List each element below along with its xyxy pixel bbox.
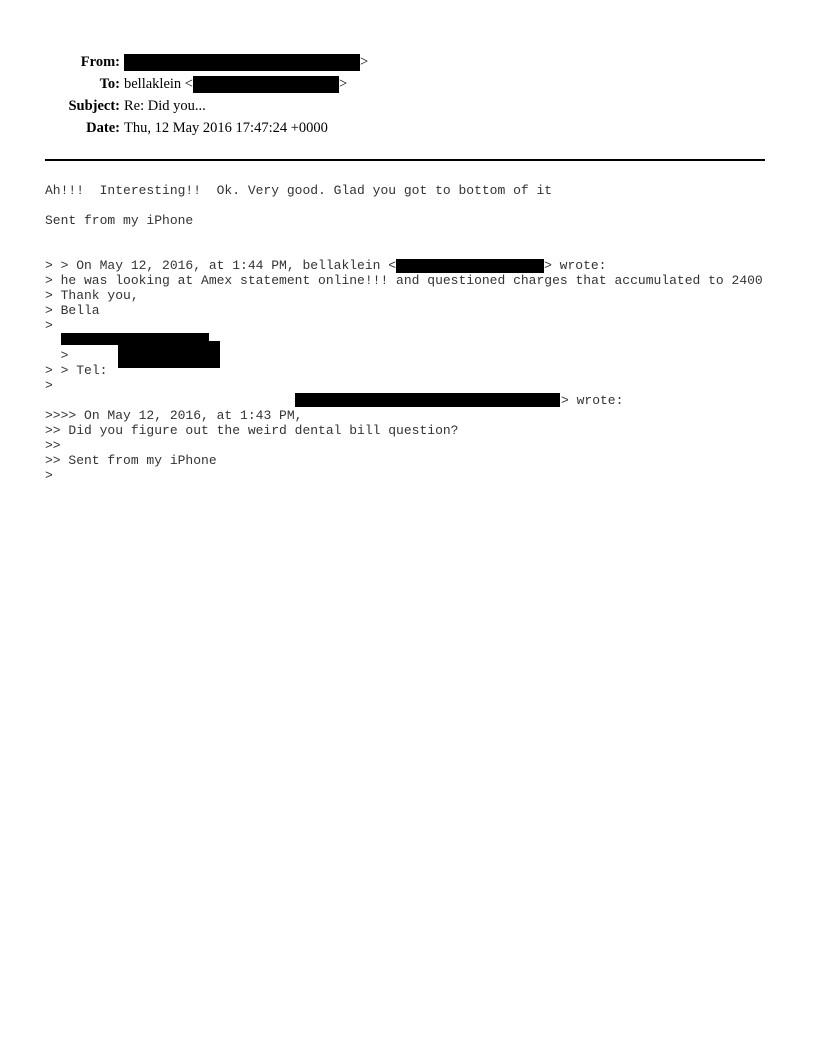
quote-line: > [45, 258, 53, 273]
from-suffix: > [360, 54, 369, 70]
body-line: Sent from my iPhone [45, 213, 194, 228]
quote-header-line [45, 243, 607, 273]
quote-header-suffix: > wrote: [544, 258, 607, 273]
quote-line [45, 348, 107, 378]
header-divider [45, 159, 765, 161]
quote-line: > Bella [45, 303, 100, 318]
redaction-block [396, 259, 544, 273]
tel-label: > Tel: [60, 363, 108, 378]
from-label: From: [80, 54, 120, 70]
quote-marker: > [60, 348, 69, 363]
redaction-block [124, 54, 360, 71]
date-label: Date: [86, 120, 120, 136]
redaction-block [295, 393, 560, 407]
quote-line: > [45, 363, 53, 378]
subject-value: Re: Did you... [124, 98, 206, 114]
nested-quote-header-line [45, 393, 302, 423]
redaction-block [118, 341, 220, 368]
from-value [124, 53, 368, 71]
quote-line: > he was looking at Amex statement online!!! and questioned charges that accumulated to 2400 [45, 273, 763, 288]
quote-line: > [45, 318, 53, 333]
to-name: bellaklein < [124, 76, 193, 92]
quote-line: > [45, 378, 53, 393]
date-value: Thu, 12 May 2016 17:47:24 +0000 [124, 120, 328, 136]
subject-label: Subject: [68, 98, 120, 114]
nested-quote-header-prefix: >> On May 12, 2016, at 1:43 PM, [60, 408, 303, 423]
quote-line: > [45, 468, 53, 483]
quote-header-prefix: > On May 12, 2016, at 1:44 PM, bellaklein < [60, 258, 397, 273]
nested-quote-line: >> Sent from my iPhone [45, 453, 217, 468]
to-label: To: [99, 76, 120, 92]
body-line: Ah!!! Interesting!! Ok. Very good. Glad you got to bottom of it [45, 183, 553, 198]
nested-quote-line: >> [45, 408, 61, 423]
to-value [124, 75, 347, 93]
quote-line: > Thank you, [45, 288, 139, 303]
nested-quote-line: >> [45, 438, 61, 453]
to-suffix: > [338, 76, 348, 92]
nested-quote-line: >> Did you figure out the weird dental bill question? [45, 423, 459, 438]
redaction-block [193, 76, 339, 93]
nested-quote-header-suffix: > wrote: [561, 393, 624, 408]
